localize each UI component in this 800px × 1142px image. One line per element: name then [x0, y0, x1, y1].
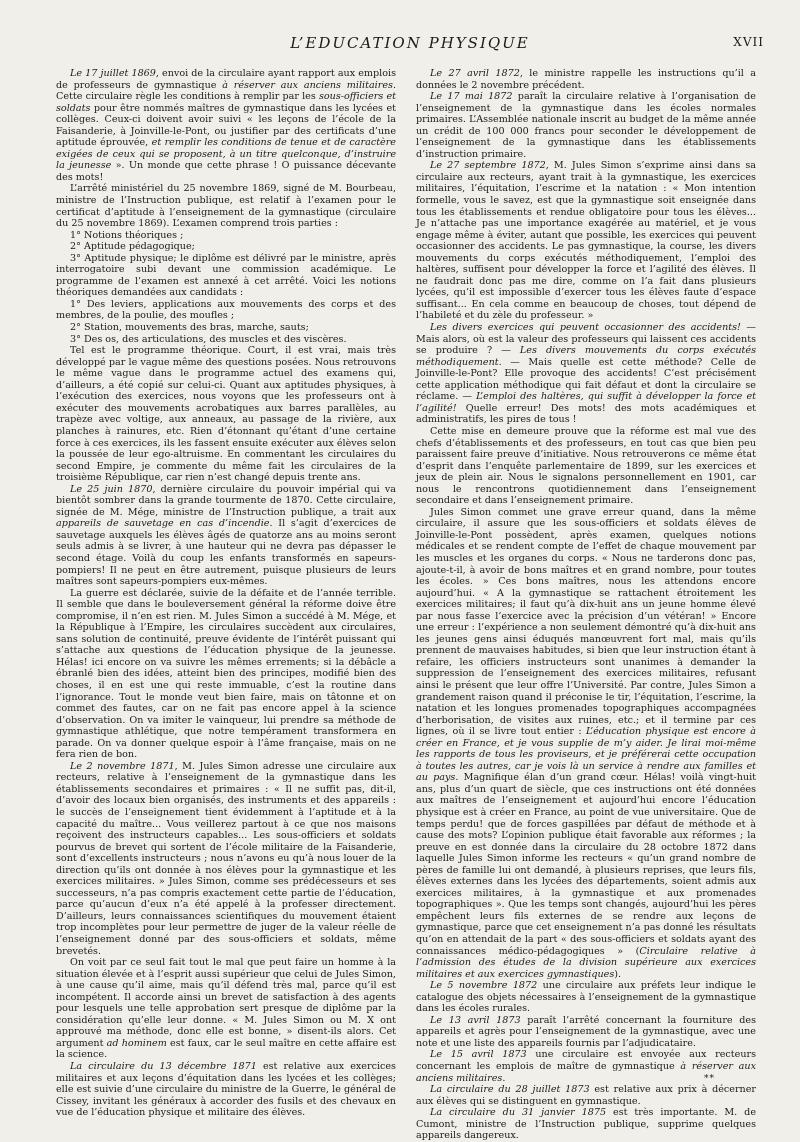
- paragraph: L’arrêté ministériel du 25 novembre 1869, signé de M. Bourbeau, ministre de l’Instruction publique, est relatif à l’examen pour le certificat d’aptitude à l’enseignement de la gymnastique (circulaire du 25 novembre 1869). L’examen comprend trois parties :: [56, 183, 396, 230]
- paragraph: Le 27 avril 1872, le ministre rappelle les instructions qu’il a données le 2 novembre précédent.: [416, 68, 756, 91]
- paragraph: Tel est le programme théorique. Court, il est vrai, mais très développé par le vague même des questions posées. Nous retrouvons le même vague dans le programme actuel des examens qui, d’ailleurs, a été copié sur celui-ci. Quant aux aptitudes physiques, à l’exécution des exercices, nous voyons que les professeurs ont à exécuter des mouvements acrobatiques aux barres parallèles, au trapèze avec voltige, aux anneaux, au passage de la rivière, aux planches à rainures, etc. Rien d’étonnant qu’étant d’une certaine force à ces exercices, ils les fassent ensuite exécuter aux élèves selon la poussée de leur ego-altruisme. En commentant les circulaires du second Empire, je commente du même fait les circulaires de la troisième République, car rien n’est changé depuis trente ans.: [56, 345, 396, 484]
- paragraph: La guerre est déclarée, suivie de la défaite et de l’année terrible. Il semble que dans le bouleversement général la réforme doive être compromise, il n’en est rien. M. Jules Simon a succédé à M. Mége, et la République à l’Empire, les circulaires succèdent aux circulaires, sans solution de continuité, preuve évidente de l’intérêt puissant qui s’attache aux questions de l’éducation physique de la jeunesse. Hélas! ici encore on va suivre les mêmes errements; si la débâcle a ébranlé bien des idées, atteint bien des principes, modifié bien des choses, il en est une qui reste immuable, c’est la routine dans l’ignorance. Tout le monde veut bien faire, mais on tâtonne et on commet des fautes, car on ne fait pas encore appel à la science d’observation. On va imiter le vainqueur, lui prendre sa méthode de gymnastique athlétique, que notre tempérament transformera en parade. On va donner quelque espoir à l’âme française, mais on ne fera rien de bon.: [56, 587, 396, 761]
- paragraph: Cette mise en demeure prouve que la réforme est mal vue des chefs d’établissements et des professeurs, en tout cas que bien peu paraissent faire preuve d’initiative. Nous retrouverons ce même état d’esprit dans l’enquête parlementaire de 1899, sur les exercices et jeux de plein air. Nous le signalons personnellement en 1901, car nous le rencontrons quotidiennement dans l’enseignement secondaire et dans l’enseignement primaire.: [416, 425, 756, 507]
- list-item: 2° Aptitude pédagogique;: [70, 241, 195, 253]
- list-item: 1° Des leviers, applications aux mouvements des corps et des membres, de la poulie, des moufles ;: [56, 298, 396, 322]
- paragraph: Le 5 novembre 1872 une circulaire aux préfets leur indique le catalogue des objets nécessaires à l’enseignement de la gymnastique dans les écoles rurales.: [416, 980, 756, 1015]
- page-number: XVII: [733, 35, 764, 49]
- paragraph: Le 25 juin 1870, dernière circulaire du pouvoir impérial qui va bientôt sombrer dans la grande tourmente de 1870. Cette circulaire, signée de M. Mége, ministre de l’Instruction publique, a trait aux appareils de sauvetage en cas d’incendie. Il s’agit d’exercices de sauvetage auxquels les élèves âgés de quatorze ans au moins seront seuls admis à se livrer, à une hauteur qui ne devra pas dépasser le second étage. Voilà du coup les enfants transformés en sapeurs-pompiers! Il ne peut en être autrement, puisque plusieurs de leurs maîtres sont sapeurs-pompiers eux-mêmes.: [56, 483, 396, 588]
- paragraph: Le 17 juillet 1869, envoi de la circulaire ayant rapport aux emplois de professeurs de gymnastique à réserver aux anciens militaires. Cette circulaire règle les conditions à remplir par les sous-officiers et soldats pour être nommés maîtres de gymnastique dans les lycées et collèges. Ceux-ci doivent avoir suivi « les leçons de l’école de la Faisanderie, à Joinville-le-Pont, ou justifier par des certificats d’une aptitude éprouvée, et remplir les conditions de tenue et de caractère exigées de ceux qui se proposent, à un titre quelconque, d’instruire la jeunesse ». Un monde que cette phrase ! O puissance décevante des mots!: [56, 68, 396, 183]
- paragraph: Jules Simon commet une grave erreur quand, dans la même circulaire, il assure que les sous-officiers et soldats élèves de Joinville-le-Pont possèdent, après examen, quelques notions médicales et se rendent compte de l’effet de chaque mouvement par les muscles et les organes du corps. « Nous ne tarderons donc pas, ajoute-t-il, à avoir de bons maîtres et en grand nombre, pour toutes les écoles. » Ces bons maîtres, nous les attendons encore aujourd’hui. « A la gymnastique se rattachent étroitement les exercices militaires; il faut qu’à dix-huit ans un jeune homme élevé par nous fasse l’exercice avec la précision d’un vétéran! » Encore une erreur : l’expérience a non seulement démontré qu’à dix-huit ans les jeunes gens ainsi éduqués manœuvrent fort mal, mais qu’ils prennent de mauvaises habitudes, si bien que leur instruction étant à refaire, les officiers instructeurs sont unanimes à demander la suppression de l’enseignement des exercices militaires, refusant ainsi le présent que leur offre l’Université. Par contre, Jules Simon a grandement raison quand il préconise le tir, l’équitation, l’escrime, la natation et les longues promenades topographiques accompagnées d’herborisation, de visites aux ruines, etc.; et il termine par ces lignes, où il se livre tout entier : L’éducation physique est encore à créer en France, et je vous supplie de m’y aider. Je lirai moi-même les rapports de tous les proviseurs, et je préférerai cette occupation à toutes les autres, car je vois là un service à rendre aux familles et au pays. Magnifique élan d’un grand cœur. Hélas! voilà vingt-huit ans, plus d’un quart de siècle, que ces instructions ont été données aux maîtres de l’enseignement et aujourd’hui encore l’éducation physique est à créer en France, au point de vue universitaire. Que de temps perdu! que de forces gaspillées par défaut de méthode et à cause des mots? L’opinion publique était favorable aux réformes ; la preuve en est donnée dans la circulaire du 28 octobre 1872 dans laquelle Jules Simon informe les recteurs « qu’un grand nombre de pères de famille lui ont demandé, à plusieurs reprises, que leurs fils, élèves externes dans les lycées des départements, soient admis aux exercices militaires, à la gymnastique et aux promenades topographiques ». Que les temps sont changés, aujourd’hui les pères empêchent leurs fils externes de se rendre aux leçons de gymnastique, parce que cet enseignement n’a pas donné les résultats qu’on en attendait de la part « des sous-officiers et soldats ayant des connaissances médico-pédagogiques » (Circulaire relative à l’admission des études de la division supérieure aux exercices militaires et aux exercices gymnastiques).: [416, 506, 757, 980]
- paragraph: La circulaire du 13 décembre 1871 est relative aux exercices militaires et aux leçons d’équitation dans les lycées et les collèges; elle est suivie d’une circulaire du ministre de la Guerre, le général de Cissey, invitant les généraux à accorder des fusils et des chevaux en vue de l’éducation physique et militaire des élèves.: [56, 1061, 396, 1119]
- list-item: 2° Station, mouvements des bras, marche, sauts;: [70, 322, 309, 334]
- paragraph: Le 13 avril 1873 paraît l’arrêté concernant la fourniture des appareils et agrès pour l’enseignement de la gymnastique, avec une note et une liste des appareils fournis par l’adjudicataire.: [416, 1014, 757, 1049]
- list-item: 1° Notions théoriques ;: [70, 229, 184, 241]
- left-column: [56, 68, 396, 1119]
- paragraph: La circulaire du 28 juillet 1873 est relative aux prix à décerner aux élèves qui se distinguent en gymnastique.: [416, 1084, 757, 1107]
- paragraph: Le 15 avril 1873 une circulaire est envoyée aux recteurs concernant les emplois de maître de gymnastique à réserver aux anciens militaires.: [416, 1049, 757, 1084]
- paragraph: On voit par ce seul fait tout le mal que peut faire un homme à la situation élevée et à l’esprit aussi supérieur que celui de Jules Simon, à une cause qu’il aime, mais qu’il défend très mal, parce qu’il est incompétent. Il accorde ainsi un brevet de satisfaction à des agents pour lesquels une telle approbation sert presque de diplôme par la considération qu’elle leur donne. « M. Jules Simon ou M. X ont approuvé ma méthode, donc elle est bonne, » disent-ils alors. Cet argument ad hominem est faux, car le seul maître en cette affaire est la science.: [56, 957, 396, 1061]
- list-item: 3° Aptitude physique; le diplôme est délivré par le ministre, après interrogatoire subi devant une commission académique. Le programme de l’examen est annexé à cet arrêté. Voici les notions théoriques demandées aux candidats :: [56, 252, 396, 299]
- list-item: 3° Des os, des articulations, des muscles et des viscères.: [70, 333, 347, 345]
- paragraph: Le 27 septembre 1872, M. Jules Simon s’exprime ainsi dans sa circulaire aux recteurs, ayant trait à la gymnastique, les exercices militaires, l’équitation, l’escrime et la natation : « Mon intention formelle, vous le savez, est que la gymnastique soit enseignée dans tous les établissements et rendue obligatoire pour tous les élèves... Je n’attache pas une importance exagérée au matériel, et je vous engage même à éviter, autant que possible, les exercices qui peuvent occasionner des accidents. Le pas gymnastique, la course, les divers mouvements du corps exécutés méthodiquement, l’emploi des haltères, suffisent pour développer la force et l’agilité des élèves. Il ne faudrait donc pas me dire, comme on l’a fait dans plusieurs lycées, qu’il est impossible d’exercer tous les élèves faute d’espace suffisant... En cela comme en beaucoup de choses, tout dépend de l’habileté et du zèle du professeur. »: [416, 160, 756, 322]
- running-title: L’EDUCATION PHYSIQUE: [290, 34, 530, 52]
- paragraph: Les divers exercices qui peuvent occasionner des accidents! — Mais alors, où est la valeur des professeurs qui laissent ces accidents se produire ? — Les divers mouvements du corps exécutés méthodiquement. — Mais quelle est cette méthode? Celle de Joinville-le-Pont? Elle provoque des accidents! C’est précisément cette application méthodique qui fait défaut et dont la circulaire se réclame. — L’emploi des haltères, qui suffit à développer la force et l’agilité! Quelle erreur! Des mots! des mots académiques et administratifs, les pires de tous !: [416, 322, 757, 426]
- signature-mark: **: [704, 1074, 715, 1084]
- paragraph: Le 2 novembre 1871, M. Jules Simon adresse une circulaire aux recteurs, relative à l’enseignement de la gymnastique dans les établissements secondaires et primaires : « Il ne suffit pas, dit-il, d’avoir des locaux bien organisés, des instruments et des appareils : le succès de l’enseignement tient évidemment à l’aptitude et à la capacité du maître... Vous veillerez partout à ce que nos maisons reçoivent des instructeurs capables... Les sous-officiers et soldats pourvus de brevet qui sortent de l’école militaire de la Faisanderie, sont d’excellents instructeurs ; nous n’avons eu qu’à nous louer de la direction qu’ils ont donnée à nos élèves pour la gymnastique et les exercices militaires. » Jules Simon, comme ses prédécesseurs et ses successeurs, n’a pas compris exactement cette partie de l’éducation, parce qu’aucun d’eux n’a été appelé à la professer directement. D’ailleurs, leurs connaissances scientifiques du mouvement étaient trop incomplètes pour leur permettre de juger de la valeur réelle de l’enseignement donné par des sous-officiers et soldats, même brevetés.: [56, 760, 396, 957]
- paragraph: Le 17 mai 1872 paraît la circulaire relative à l’organisation de l’enseignement de la gymnastique dans les écoles normales primaires. L’Assemblée nationale inscrit au budget de la même année un crédit de 100 000 francs pour seconder le développement de l’enseignement de la gymnastique dans les établissements d’instruction primaire.: [416, 91, 756, 160]
- right-column: [416, 68, 757, 1142]
- paragraph: La circulaire du 31 janvier 1875 est très importante. M. de Cumont, ministre de l’Instruction publique, supprime quelques appareils dangereux.: [416, 1107, 756, 1142]
- running-head: [56, 34, 764, 54]
